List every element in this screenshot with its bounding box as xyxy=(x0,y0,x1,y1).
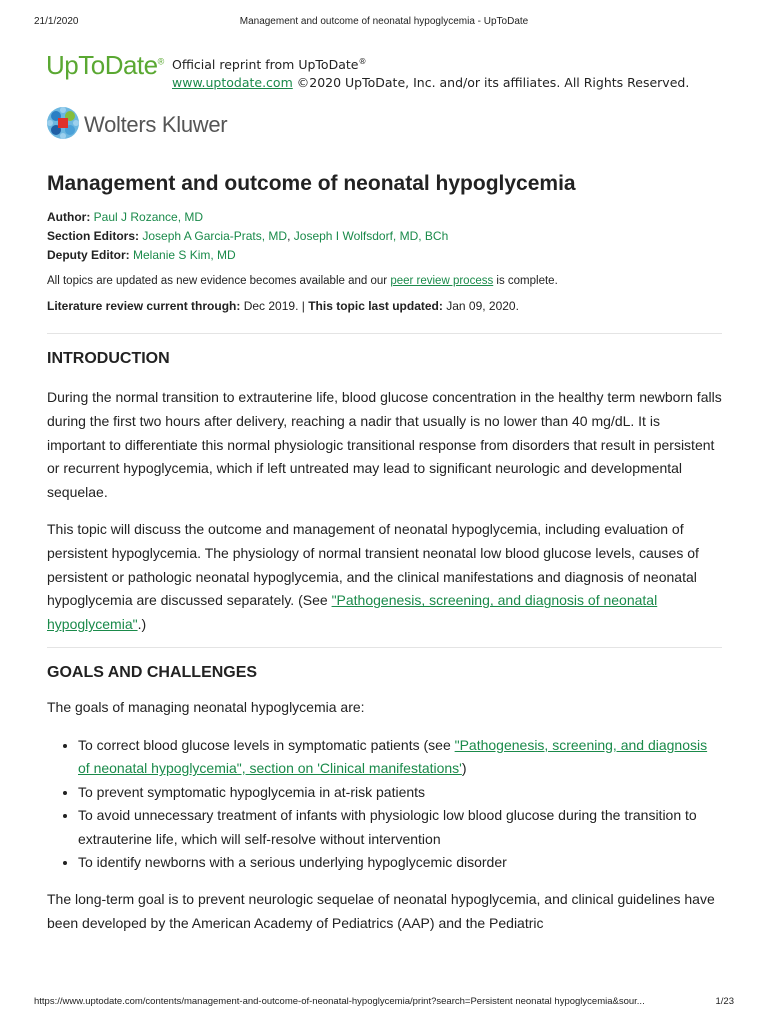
section-editor-link-2[interactable]: Joseph I Wolfsdorf, MD, BCh xyxy=(293,229,449,243)
list-item: • To prevent symptomatic hypoglycemia in at-risk patients xyxy=(78,781,722,805)
uptodate-logo[interactable]: UpToDate® xyxy=(46,50,164,80)
introduction-heading: INTRODUCTION xyxy=(47,350,170,367)
section-editor-link-1[interactable]: Joseph A Garcia-Prats, MD xyxy=(142,229,288,243)
author-link[interactable]: Paul J Rozance, MD xyxy=(93,210,204,224)
pathogenesis-link[interactable]: "Pathogenesis, screening, and diagnosis of neonatal hypoglycemia" xyxy=(47,592,658,633)
update-note: All topics are updated as new evidence becomes available and our peer review process is complete. xyxy=(47,275,558,287)
page-number: 1/23 xyxy=(715,996,734,1007)
print-footer xyxy=(34,996,734,1008)
article xyxy=(47,172,722,935)
introduction-paragraph-1: During the normal transition to extrauterine life, blood glucose concentration in the healthy term newborn falls during the first two hours after delivery, reaching a nadir that usually is no lower than 40 mg/dL. It is important to differentiate this normal physiologic transitional response from disorders that result in persistent or recurrent hypoglycemia, which if left untreated may lead to significant neurologic and developmental sequelae. xyxy=(47,389,722,501)
uptodate-link[interactable]: www.uptodate.com xyxy=(172,75,293,91)
publisher-name: Wolters Kluwer xyxy=(84,112,228,137)
reprint-notice: Official reprint from UpToDate® www.uptodate.com ©2020 UpToDate, Inc. and/or its affiliates. All Rights Reserved. xyxy=(172,57,690,91)
clinical-manifestations-link[interactable]: "Pathogenesis, screening, and diagnosis of neonatal hypoglycemia", section on 'Clinical manifestations' xyxy=(78,736,708,777)
list-item: • To avoid unnecessary treatment of infants with physiologic low blood glucose during the transition to extrauterine life, which will self-resolve without intervention xyxy=(78,804,722,851)
article-credits: Author: Paul J Rozance, MD Section Editors: Joseph A Garcia-Prats, MD, Joseph I Wolfsdorf, MD, BCh Deputy Editor: Melanie S Kim, MD xyxy=(47,210,449,262)
long-term-goal-paragraph: The long-term goal is to prevent neurologic sequelae of neonatal hypoglycemia, and clinical guidelines have been developed by the American Academy of Pediatrics (AAP) and the Pediatric xyxy=(47,890,715,931)
list-item: • To identify newborns with a serious underlying hypoglycemic disorder xyxy=(78,851,722,875)
review-dates: Literature review current through: Dec 2019. | This topic last updated: Jan 09, 2020. xyxy=(47,299,519,313)
goals-heading: GOALS AND CHALLENGES xyxy=(47,663,258,681)
print-date: 21/1/2020 xyxy=(34,16,79,27)
print-header xyxy=(34,16,734,30)
section-editors-label: Section Editors: xyxy=(47,229,140,243)
article-title: Management and outcome of neonatal hypoglycemia xyxy=(47,172,576,195)
peer-review-link[interactable]: peer review process xyxy=(390,275,494,287)
author-label: Author: xyxy=(47,210,91,224)
wolters-kluwer-icon xyxy=(46,106,80,140)
deputy-editor-label: Deputy Editor: xyxy=(47,248,130,262)
goals-intro: The goals of managing neonatal hypoglycemia are: xyxy=(47,698,365,715)
list-item: • To correct blood glucose levels in symptomatic patients (see "Pathogenesis, screening, and diagnosis of neonatal hypoglycemia", section on 'Clinical manifestations') xyxy=(78,734,722,781)
deputy-editor-link[interactable]: Melanie S Kim, MD xyxy=(133,248,236,262)
divider xyxy=(47,647,722,648)
copyright-text: ©2020 UpToDate, Inc. and/or its affiliates. All Rights Reserved. xyxy=(292,75,690,91)
goals-list xyxy=(47,734,722,875)
print-title: Management and outcome of neonatal hypoglycemia - UpToDate xyxy=(239,16,529,27)
divider xyxy=(47,333,722,334)
reprint-line: Official reprint from UpToDate xyxy=(172,57,359,73)
print-url: https://www.uptodate.com/contents/management-and-outcome-of-neonatal-hypoglycemia/print?search=Persistent neonatal hypoglycemia&sour... xyxy=(34,996,645,1007)
introduction-paragraph-2: This topic will discuss the outcome and management of neonatal hypoglycemia, including evaluation of persistent hypoglycemia. The physiology of normal transient neonatal low blood glucose levels, causes of persistent or pathologic neonatal hypoglycemia, and the clinical manifestations and diagnosis of neonatal hypoglycemia are discussed separately. (See "Pathogenesis, screening, and diagnosis of neonatal hypoglycemia".) xyxy=(47,520,699,633)
